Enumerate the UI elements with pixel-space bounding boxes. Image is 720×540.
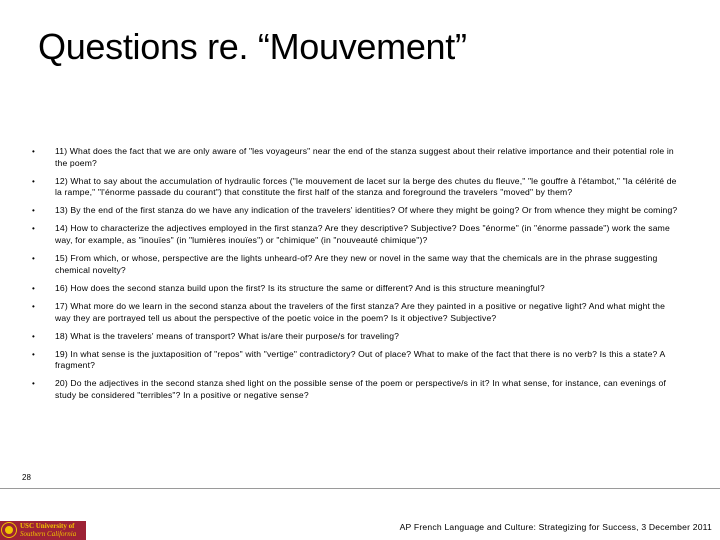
bullet: •: [32, 331, 35, 341]
question-text: 20) Do the adjectives in the second stanza shed light on the possible sense of the poem or perspective/s in it? In what sense, for instance, can evenings of study be considered "terribles"? In a positive or negative sense?: [55, 378, 666, 400]
bullet: •: [32, 283, 35, 293]
question-item: [32, 253, 682, 276]
footer-text: AP French Language and Culture: Strategizing for Success, 3 December 2011: [399, 522, 712, 532]
question-text: 17) What more do we learn in the second stanza about the travelers of the first stanza? Are they painted in a positive or negative light? And what might the way they are portrayed tell us about the perspective of the poetic voice in the poem? Is it objective? Subjective?: [55, 300, 666, 323]
question-item: [32, 378, 682, 401]
question-text: 18) What is the travelers' means of transport? What is/are their purpose/s for traveling?: [55, 330, 400, 341]
question-item: [32, 349, 682, 372]
question-text: 15) From which, or whose, perspective are the lights unheard-of? Are they new or novel in the same way that the chemicals are in the phrase suggesting chemical novelty?: [55, 253, 658, 275]
usc-logo: [0, 521, 86, 540]
question-item: [32, 223, 682, 246]
question-item: [32, 301, 682, 324]
question-item: [32, 283, 682, 295]
question-list: [32, 146, 682, 408]
question-text: 12) What to say about the accumulation of hydraulic forces ("le mouvement de lacet sur la berge des chutes du fleuve," "le gouffre à l'étambot," "la célérité de la rampe," "l'énorme passade du courant") that constitute the first half of the stanza and foreground the travelers "moved" by them?: [55, 175, 677, 198]
bullet: •: [32, 379, 35, 389]
question-text: 13) By the end of the first stanza do we have any indication of the travelers' identities? Of where they might be going? Or from whence they might be coming?: [55, 205, 678, 216]
question-text: 16) How does the second stanza build upon the first? Is its structure the same or different? And is this structure meaningful?: [55, 282, 545, 293]
question-text: 19) In what sense is the juxtaposition of "repos" with "vertige" contradictory? Out of place? What to make of the fact that there is no verb? Is this a state? A fragment?: [55, 348, 665, 371]
question-item: [32, 205, 682, 217]
bullet: •: [32, 206, 35, 216]
slide-number: 28: [22, 473, 31, 482]
bullet: •: [32, 224, 35, 234]
bullet: •: [32, 147, 35, 156]
question-item: [32, 146, 682, 169]
question-text: 14) How to characterize the adjectives employed in the first stanza? Are they descriptive? Subjective? Does "énorme" (in "énorme passade") work the same way, for example, as "inouïes" (in "lumières inouïes") or "chimique" (in "nouveauté chimique")?: [55, 223, 670, 246]
question-text: 11) What does the fact that we are only aware of "les voyageurs" near the end of the stanza suggest about their relative importance and their potential role in the poem?: [55, 146, 674, 168]
usc-seal-icon: [2, 523, 16, 537]
question-item: [32, 176, 682, 199]
bullet: •: [32, 254, 35, 264]
question-item: [32, 331, 682, 343]
bullet: •: [32, 349, 35, 359]
bullet: •: [32, 301, 35, 311]
logo-line-1: USC University of: [20, 522, 75, 530]
footer-divider: [0, 488, 720, 489]
logo-line-2: Southern California: [20, 530, 77, 538]
bullet: •: [32, 176, 35, 186]
slide-title: Questions re. “Mouvement”: [38, 26, 467, 67]
